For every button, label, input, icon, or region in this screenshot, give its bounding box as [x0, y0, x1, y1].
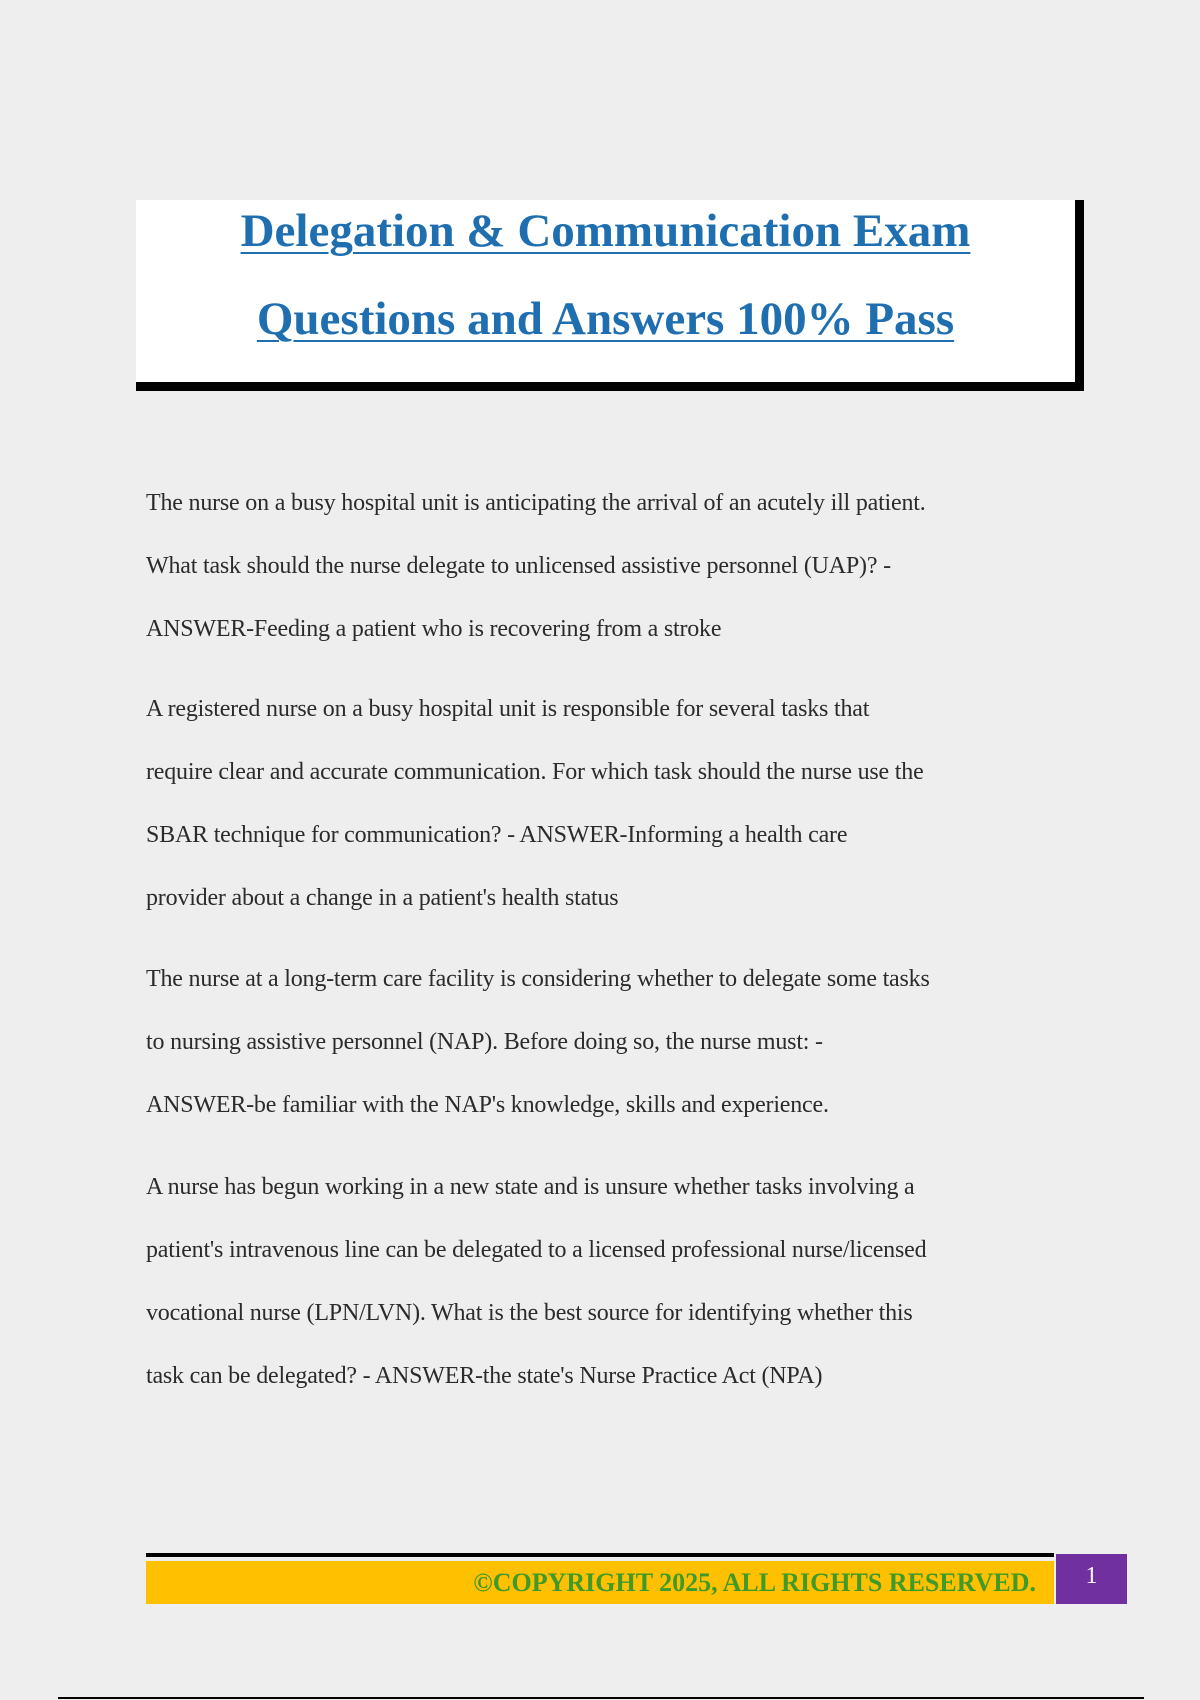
document-title-line-1: Delegation & Communication Exam	[240, 205, 971, 257]
qa-line: provider about a change in a patient's health status	[146, 885, 619, 911]
qa-line: The nurse on a busy hospital unit is anticipating the arrival of an acutely ill patient.	[146, 490, 926, 516]
qa-item-1	[146, 472, 1066, 661]
qa-line: A nurse has begun working in a new state and is unsure whether tasks involving a	[146, 1174, 915, 1200]
qa-line: ANSWER-Feeding a patient who is recovering from a stroke	[146, 616, 722, 642]
document-title-line-2: Questions and Answers 100% Pass	[256, 293, 955, 345]
qa-line: A registered nurse on a busy hospital unit is responsible for several tasks that	[146, 696, 870, 722]
footer-band	[146, 1561, 1054, 1604]
qa-line: The nurse at a long-term care facility is considering whether to delegate some tasks	[146, 966, 930, 992]
qa-line: require clear and accurate communication. For which task should the nurse use the	[146, 759, 924, 785]
title-box	[136, 200, 1084, 391]
qa-line: SBAR technique for communication? - ANSWER-Informing a health care	[146, 822, 848, 848]
copyright-notice: ©COPYRIGHT 2025, ALL RIGHTS RESERVED.	[473, 1568, 1036, 1597]
qa-item-2	[146, 678, 1066, 930]
footer-divider	[146, 1553, 1054, 1557]
qa-item-3	[146, 948, 1066, 1137]
page-bottom-divider	[58, 1697, 1144, 1699]
page-number: 1	[1056, 1554, 1127, 1604]
qa-line: task can be delegated? - ANSWER-the state's Nurse Practice Act (NPA)	[146, 1363, 823, 1389]
qa-line: What task should the nurse delegate to unlicensed assistive personnel (UAP)? -	[146, 553, 891, 579]
qa-line: vocational nurse (LPN/LVN). What is the best source for identifying whether this	[146, 1300, 913, 1326]
qa-line: ANSWER-be familiar with the NAP's knowledge, skills and experience.	[146, 1092, 829, 1118]
qa-line: patient's intravenous line can be delegated to a licensed professional nurse/licensed	[146, 1237, 927, 1263]
qa-item-4	[146, 1156, 1066, 1408]
qa-line: to nursing assistive personnel (NAP). Before doing so, the nurse must: -	[146, 1029, 823, 1055]
